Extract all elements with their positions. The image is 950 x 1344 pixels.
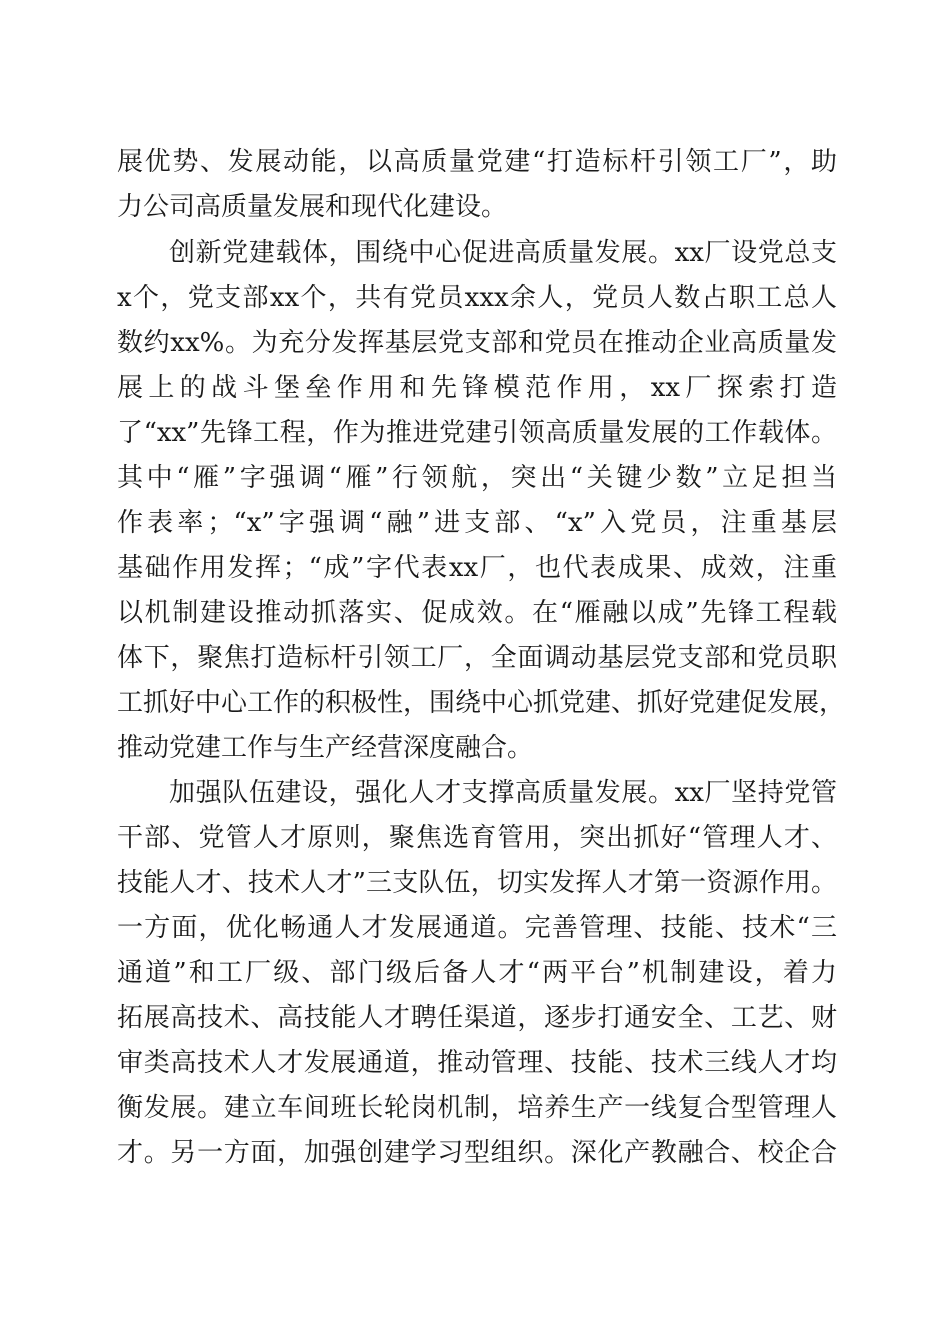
text-line: 基础作用发挥；“成”字代表xx厂，也代表成果、成效，注重 xyxy=(117,553,837,583)
text-line: 工抓好中心工作的积极性，围绕中心抓党建、抓好党建促发展， xyxy=(117,688,846,718)
text-line: 以机制建设推动抓落实、促成效。在“雁融以成”先锋工程载 xyxy=(117,598,837,628)
text-line: 其中“雁”字强调“雁”行领航，突出“关键少数”立足担当 xyxy=(117,463,837,493)
text-line: 拓展高技术、高技能人才聘任渠道，逐步打通安全、工艺、财 xyxy=(117,1003,837,1033)
text-line: 干部、党管人才原则，聚焦选育管用，突出抓好“管理人才、 xyxy=(117,823,837,853)
text-line: x个，党支部xx个，共有党员xxx余人，党员人数占职工总人 xyxy=(117,283,837,313)
text-line: 衡发展。建立车间班长轮岗机制，培养生产一线复合型管理人 xyxy=(117,1093,837,1123)
text-line: 展上的战斗堡垒作用和先锋模范作用，xx厂探索打造 xyxy=(117,373,837,403)
text-line: 审类高技术人才发展通道，推动管理、技能、技术三线人才均 xyxy=(117,1048,837,1078)
text-line: 一方面，优化畅通人才发展通道。完善管理、技能、技术“三 xyxy=(117,913,837,943)
text-line: 了“xx”先锋工程，作为推进党建引领高质量发展的工作载体。 xyxy=(117,418,837,448)
text-line: 通道”和工厂级、部门级后备人才“两平台”机制建设，着力 xyxy=(117,958,837,988)
text-line: 体下，聚焦打造标杆引领工厂，全面调动基层党支部和党员职 xyxy=(117,643,837,673)
text-line: 技能人才、技术人才”三支队伍，切实发挥人才第一资源作用。 xyxy=(117,868,837,898)
text-line: 力公司高质量发展和现代化建设。 xyxy=(117,192,508,222)
text-line: 推动党建工作与生产经营深度融合。 xyxy=(117,733,534,763)
paragraph-first-line: 创新党建载体，围绕中心促进高质量发展。xx厂设党总支 xyxy=(169,238,837,268)
paragraph-first-line: 加强队伍建设，强化人才支撑高质量发展。xx厂坚持党管 xyxy=(169,778,837,808)
text-line: 才。另一方面，加强创建学习型组织。深化产教融合、校企合 xyxy=(117,1138,837,1168)
text-line: 作表率；“x”字强调“融”进支部、“x”入党员，注重基层 xyxy=(117,508,837,538)
text-line: 展优势、发展动能，以高质量党建“打造标杆引领工厂”，助 xyxy=(117,147,837,177)
text-line: 数约xx%。为充分发挥基层党支部和党员在推动企业高质量发 xyxy=(117,328,837,358)
